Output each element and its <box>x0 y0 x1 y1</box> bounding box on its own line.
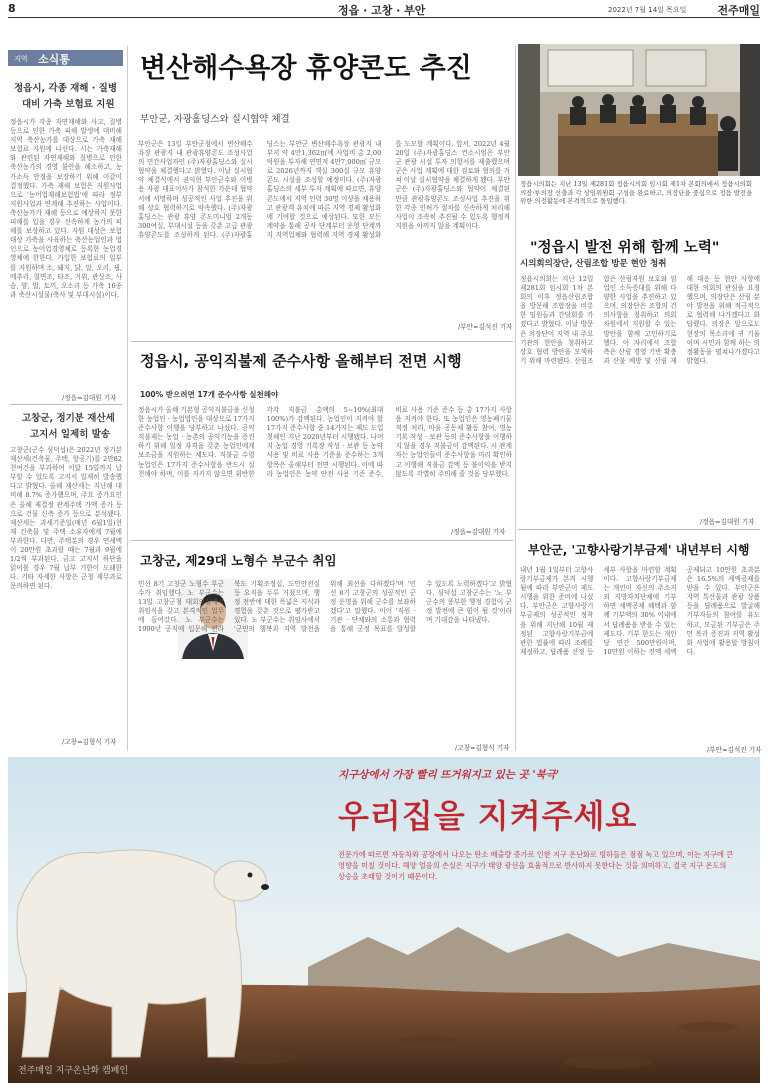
issue-date: 2022년 7월 14일 목요일 <box>608 6 687 14</box>
newspaper-logo: 전주매일 <box>717 4 760 17</box>
story2-body: 정읍시의회는 지난 12일 제281회 임시회 1차 본회의 이후 정읍산림조합을 방문해 조합장을 비롯한 임원들과 간담회를 가졌다고 밝혔다. 이날 방문은 의장단이 지역 내 주요 기관의 현안을 청취하고 상호 협력 방안을 모색하기 위해 마련됐다. 산림조합은 산림자원 보호와 임업인 소득증대를 위해 다양한 사업을 추진하고 있으며, 의장단은 조합의 건의사항을 청취하고 의회 차원에서 지원할 수 있는 방안을 함께 고민하기로 했다. 이 자리에서 조합 측은 산림 경영 기반 확충과 산불 예방 및 산림 재해 대응 등 현안 사항에 대한 의회의 관심을 요청했으며, 의장단은 산림 분야 발전을 위해 적극적으로 협력해 나가겠다고 화답했다. 의장은 앞으로도 현장의 목소리에 귀 기울이며 시민과 함께 하는 의정활동을 펼쳐나가겠다고 밝혔다. <box>520 275 760 365</box>
ad-main-slogan: 우리집을 지켜주세요 <box>338 797 638 835</box>
story1-subhead: 부안군, 자광홀딩스와 실시협약 체결 <box>140 114 290 125</box>
story3-signature: /정읍=김대원 기자 <box>448 526 505 536</box>
sidebar-item1-body: 정읍시가 각종 자연재해와 사고, 질병 등으로 인한 가축 피해 발생에 대비해 지역 축산농가를 대상으로 가축 재해 보험료 지원에 나선다. 시는 가축재해와 관련된 자연재해와 질병으로 인한 축산농가의 경영 불안을 해소하고, 농가소득 안정을 보장하기 위해 이같이 결정했다. 가축 재해 보험은 지원사업으로 '농어업재해보험법'에 따라 정부 지원사업과 연계해 추진하는 사업이다. 축산농가가 재해 등으로 예상하지 못한 피해를 입을 경우 신속하게 농가의 피해를 보상하고 있다. 지원 대상은 보험 대상 가축을 사육하는 축산농업인과 법인으로 농어업경영체로 등록한 농업경영체에 한한다. 가입한 보험료의 일부를 지원하며 소, 돼지, 닭, 말, 오리, 꿩, 메추리, 칠면조, 타조, 거위, 관상조, 사슴, 양, 벌, 토끼, 오소리 등 가축 16종과 축산시설물(축사 및 부대시설)이다. <box>10 118 122 299</box>
ad-body: 전문가에 따르면 자동차와 공장에서 나오는 탄소 배출량 증가로 인한 지구 온난화로 빙하들은 점점 녹고 있으며, 이는 지구에 큰 영향을 미칠 것이다. 해양 얼음의 손실은 지구가 태양 광선을 효율적으로 반사하지 못한다는 것을 의미하고, 결국 지구 온도의 상승을 초래할 것이기 때문이다. <box>338 850 734 881</box>
story4-signature: /고창=김형식 기자 <box>452 742 509 752</box>
ad-top-line: 지구상에서 가장 빨리 뜨거워지고 있는 곳 '북극' <box>338 769 560 781</box>
section-divider <box>131 341 513 342</box>
sidebar-item2-body: 고창군(군수 심덕섭)은 2022년 정기분 재산세(건축물, 주택, 항공기)를 2만82천여건을 부과하여 이달 15일까지 납부할 수 있도록 고지서 일제히 발송했다고 밝혔다. 올해 재산세는 지난해 대비해 8.7% 증가했으며, 주요 증가요인은 올해 재결정 관계주택 가액 증가 등으로 건물 신축 증가 등으로 분석됐다. 재산세는 과세기준일(매년 6월1일)현재 건축물 및 주택 소유자에게 7월에 부과한다. 다만, 주택분의 경우 연세액이 20만원 초과할 때는 7월과 9월에 1/2씩 부과된다. 금고 고지서 하단을 읽어볼 경우 7월 납부 기한이 도래한다. 기타 자세한 사항은 군청 재무과로 문의하면 된다. <box>10 446 122 591</box>
story5-body: 내년 1월 1일부터 고향사랑기부금제가 본격 시행됨에 따라 부안군이 제도 시행을 위한 준비에 나섰다. 부안군은 고향사랑기부금제의 성공적인 정착을 위해 지난해 10월 제정된 고향사랑기부금에 관한 법률에 따라 조례를 제정하고, 답례품 선정 등 세부 사항을 마련할 계획이다. 고향사랑기부금제는 개인이 자신의 주소지 외 지방자치단체에 기부하면 세액공제 혜택과 함께 기부액의 30% 이내에서 답례품을 받을 수 있는 제도다. 기부 한도는 개인당 연간 500만원이며, 10만원 이하는 전액 세액공제되고 10만원 초과분은 16.5%의 세액공제를 받을 수 있다. 부안군은 지역 특산물과 관광 상품 등을 답례품으로 발굴해 기부자들의 참여를 유도하고, 모금된 기부금은 주민 복리 증진과 지역 활성화 사업에 활용할 방침이다. <box>520 566 760 656</box>
story3-subhead: 100% 받으려면 17개 준수사항 실천해야 <box>140 390 279 399</box>
story1-body: 부안군은 13일 부안군청에서 변산해수욕장 관광지 내 관광휴양콘도 조성사업의 민간사업자인 (주)자광홀딩스와 실시협약을 체결했다고 밝혔다. 이날 실시협약 체결식에서 권익현 부안군수와 이병용 자광 대표이사가 참석한 가운데 협약서에 서명하며 성공적인 사업 추진을 위해 상호 협력하기로 약속했다. (주)자광홀딩스는 관광 휴양 콘도미니엄 2개동 300여실, 부대시설 등을 갖춘 고급 관광휴양콘도를 조성하게 된다. (주)자광홀딩스는 부안군 변산해수욕장 관광지 내 부지 약 4만1,362㎡에 사업비 총 2,00억원을 투자해 연면적 4만7,000㎡ 규모로 2026년까지 객실 300실 규모 휴양 콘도 시설을 조성할 예정이다. (주)자광홀딩스의 세부 투자 계획에 따르면, 휴양콘도에서 지역 인력 30명 이상을 채용하고 관광객 유치에 따른 지역 경제 활성화에 기여할 것으로 예상된다. 또한 모든 계약을 통해 공사 단계부터 운영 단계까지 지역업체와 협력해 지역 경제 활성화를 도모할 계획이다. 앞서, 2022년 4월 20일 (주)자광홀딩스 컨소시엄은 부안군 관광 시설 투자 의향서를 제출했으며 군은 사업 계획에 대한 검토와 협의를 거쳐 이날 실시협약을 체결하게 됐다. 부안군은 (주)자광홀딩스와 협약이 체결된 만큼 관광휴양콘도 조성사업 추진을 위한 각종 인허가 절차를 신속하게 처리해 사업이 조속히 추진될 수 있도록 행정적 지원을 아끼지 않을 계획이다. <box>138 140 510 239</box>
story4-headline: 고창군, 제29대 노형수 부군수 취임 <box>140 553 337 568</box>
page-number: 8 <box>8 2 16 15</box>
sidebar-divider <box>10 404 122 405</box>
story5-headline: 부안군, '고향사랑기부금제' 내년부터 시행 <box>528 543 750 557</box>
page-header <box>8 2 760 18</box>
column-rule <box>515 46 516 751</box>
story2-photo-caption: 정읍시의회는 지난 13일 제281회 정읍시의회 임시회 제1차 본회의에서 정읍시의회 의장·부의장 선출과 각 상임위원회 구성을 완료하고, 의장단을 중심으로 정읍 발전을 위한 의정활동에 본격적으로 돌입했다. <box>520 180 753 206</box>
story2-signature: /정읍=김대원 기자 <box>700 518 755 526</box>
story2-headline: "정읍시 발전 위해 함께 노력" <box>530 240 720 256</box>
story4-body: 민선 8기 고창군 노형수 부군수가 취임했다. 노 부군수는 13일 고창군청 대회의실에서 취임식을 갖고 본격적인 업무에 들어갔다. 노 부군수는 1990년 공직에 입문해 전라북도 기획조정실, 도민안전실 등 요직을 두루 거쳤으며, 행정 전반에 대한 폭넓은 지식과 경험을 갖춘 것으로 평가받고 있다. 노 부군수는 취임사에서 '군민의 행복과 지역 발전을 위해 최선을 다하겠다'며 '민선 8기 고창군의 성공적인 군정 운영을 위해 군수를 보좌하겠다'고 말했다. 이어 '직원 · 기관 · 단체와의 소통과 협력을 통해 군정 목표를 달성할 수 있도록 노력하겠다'고 밝혔다. 심덕섭 고창군수는 '노 부군수의 풍부한 행정 경험이 군정 발전에 큰 힘이 될 것'이라며 기대감을 나타냈다. <box>138 580 512 634</box>
sidebar-tag-title: 소식통 <box>38 53 70 66</box>
sidebar-item1-title-line2: 대비 가축 보험료 지원 <box>22 99 115 110</box>
sidebar-item2-title-line1: 고창군, 정기분 재산세 <box>22 413 115 424</box>
section-title: 정읍 · 고창 · 부안 <box>338 4 426 17</box>
story3-body: 정읍시가 올해 기본형 공익직불금을 신청한 농업인 · 농업법인을 대상으로 17가지 준수사항 이행을 당부하고 나섰다. 공익직불제는 농업 · 농촌의 공익기능을 증진하기 위해 일정 자격을 갖춘 농업인에게 보조금을 지원하는 제도다. 직불금 수령 농업인은 17가지 준수사항을 반드시 실천해야 하며, 이를 지키지 않으면 위반한 각각 직불금 총액의 5~10%(최대 100%)가 감액된다. 농업인이 지켜야 할 17가지 준수사항 중 14가지는 제도 도입 첫해인 지난 2020년부터 시행됐다. 나머지 농업 경영 기록장 작성 · 보관 등 농약 사용 및 비료 사용 기준을 준수하는 3개 항목은 올해부터 전면 시행된다. 이에 따라 농업인은 농약 안전 사용 기준 준수, 비료 사용 기준 준수 등 총 17가지 사항을 지켜야 한다. 또 농업인은 영농폐기물 적정 처리, 마을 공동체 활동 참여, 영농기록 작성 · 보관 등의 준수사항을 이행하지 않을 경우 직불금이 감액된다. 시 관계자는 농업인들이 준수사항을 미리 확인하고 이행해 직불금 감액 등 불이익을 받지 않도록 각별히 주의해 줄 것을 당부했다. <box>138 406 512 478</box>
sidebar-item2-signature: /고창=김형식 기자 <box>62 738 117 746</box>
section-divider <box>131 540 513 541</box>
sidebar-item1-title-line1: 정읍시, 각종 재해 · 질병 <box>14 83 118 94</box>
sidebar-item2-title-line2: 고지서 일제히 발송 <box>30 429 111 440</box>
story5-signature: /부안=김석진 기자 <box>704 744 761 754</box>
story1-signature: /부안=김석진 기자 <box>455 321 512 331</box>
story3-headline: 정읍시, 공익직불제 준수사항 올해부터 전면 시행 <box>140 352 462 370</box>
section-divider <box>518 529 760 530</box>
story1-headline: 변산해수욕장 휴양콘도 추진 <box>140 53 472 84</box>
ad-footer: 전주매일 지구온난화 캠페인 <box>18 1066 129 1076</box>
council-meeting-photo <box>518 44 760 176</box>
story2-subhead: 시의회의장단, 산림조합 방문 현안 청취 <box>520 259 667 269</box>
sidebar-tag-region: 지역 <box>14 55 28 63</box>
column-rule <box>127 46 128 751</box>
sidebar-item1-signature: /정읍=김대원 기자 <box>62 394 117 402</box>
sidebar-tag <box>8 50 123 66</box>
